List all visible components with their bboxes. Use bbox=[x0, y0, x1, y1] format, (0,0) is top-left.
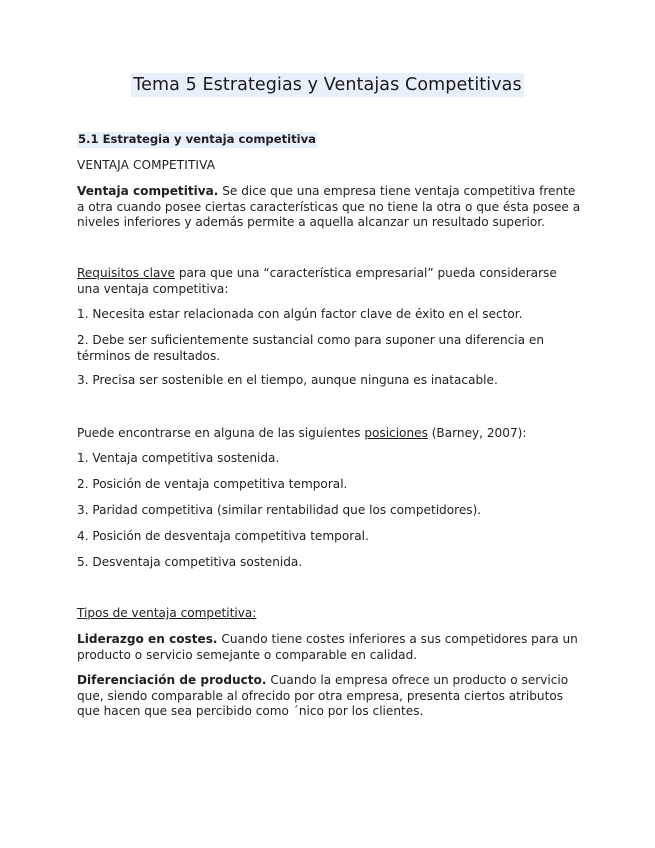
list-item: 3. Paridad competitiva (similar rentabilidad que los competidores). bbox=[77, 503, 482, 517]
list-item: 1. Necesita estar relacionada con algún factor clave de éxito en el sector. bbox=[77, 307, 523, 321]
posiciones-intro bbox=[77, 426, 582, 442]
posiciones-intro-before: Puede encontrarse en alguna de las siguientes bbox=[77, 426, 365, 440]
tipos-heading-container bbox=[77, 606, 582, 622]
list-item: 3. Precisa ser sostenible en el tiempo, aunque ninguna es inatacable. bbox=[77, 373, 498, 387]
posiciones-intro-after: (Barney, 2007): bbox=[427, 426, 527, 440]
tipos-heading: Tipos de ventaja competitiva: bbox=[77, 606, 257, 620]
diferenciacion-term: Diferenciación de producto. bbox=[77, 673, 267, 687]
title-container bbox=[0, 73, 655, 97]
list-item: 2. Posición de ventaja competitiva temporal. bbox=[77, 477, 348, 491]
liderazgo-text: Cuando tiene costes inferiores a sus competidores para un producto o servicio semejante o comparable en calidad. bbox=[77, 632, 578, 662]
list-item: 5. Desventaja competitiva sostenida. bbox=[77, 555, 303, 569]
section-heading-container bbox=[77, 132, 582, 148]
diferenciacion-text: Cuando la empresa ofrece un producto o servicio que, siendo comparable al ofrecido por otra empresa, presenta ciertos atributos que hacen que sea percibido como ´nico por los clientes. bbox=[77, 673, 569, 718]
liderazgo-term: Liderazgo en costes. bbox=[77, 632, 218, 646]
definition-paragraph bbox=[77, 184, 582, 231]
section-heading: 5.1 Estrategia y ventaja competitiva bbox=[78, 132, 316, 146]
liderazgo-paragraph bbox=[77, 632, 582, 663]
requisitos-lead: Requisitos clave bbox=[77, 266, 175, 280]
list-item: 2. Debe ser suficientemente sustancial como para suponer una diferencia en términos de resultados. bbox=[77, 333, 545, 363]
requisitos-text: para que una “característica empresarial” pueda considerarse una ventaja competitiva: bbox=[77, 266, 557, 296]
definition-term: Ventaja competitiva. bbox=[77, 184, 219, 198]
definition-text: Se dice que una empresa tiene ventaja competitiva frente a otra cuando posee ciertas características que no tiene la otra o que ésta posee a niveles inferiores y además permite a aquella alcanzar un resultado superior. bbox=[77, 184, 581, 229]
requisitos-intro bbox=[77, 266, 582, 297]
subheading: VENTAJA COMPETITIVA bbox=[77, 158, 216, 172]
document-title: Tema 5 Estrategias y Ventajas Competitivas bbox=[133, 75, 522, 95]
posiciones-link: posiciones bbox=[364, 426, 428, 440]
diferenciacion-paragraph bbox=[77, 673, 582, 720]
list-item: 4. Posición de desventaja competitiva temporal. bbox=[77, 529, 369, 543]
list-item: 1. Ventaja competitiva sostenida. bbox=[77, 451, 280, 465]
